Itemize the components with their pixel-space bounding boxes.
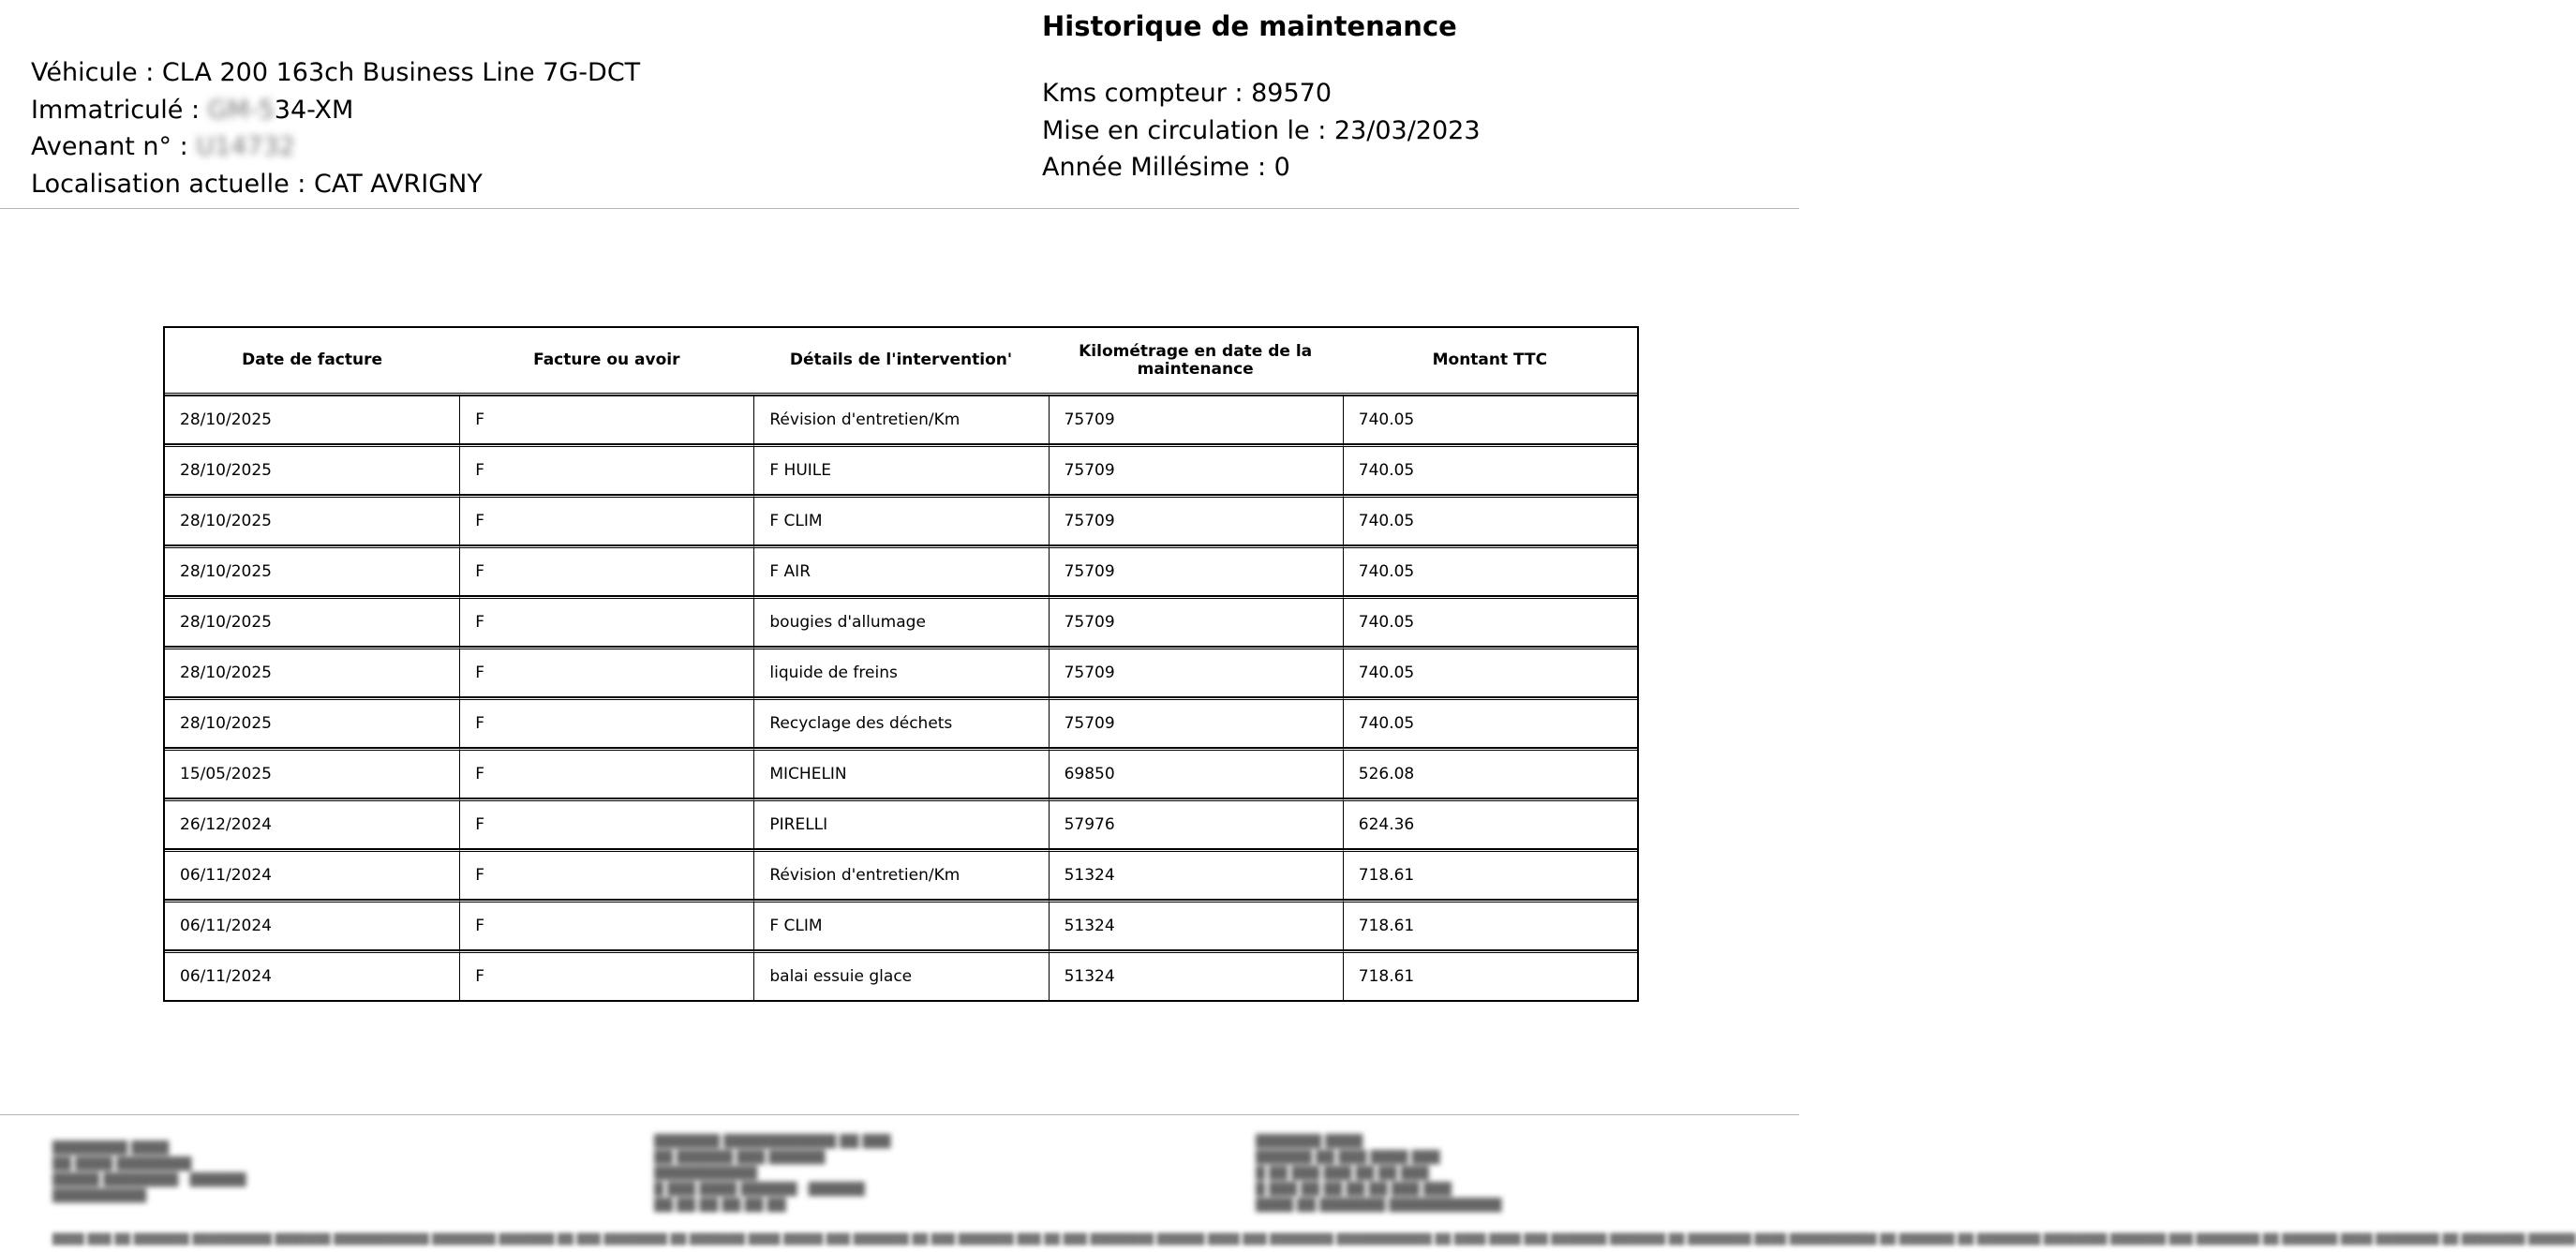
column-header-amount: Montant TTC — [1343, 328, 1637, 395]
cell-amount: 740.05 — [1343, 596, 1637, 647]
cell-intervention-details: Recyclage des déchets — [753, 697, 1048, 748]
cell-invoice-type: F — [459, 697, 753, 748]
cell-invoice-type: F — [459, 748, 753, 798]
cell-invoice-type: F — [459, 647, 753, 697]
cell-intervention-details: Révision d'entretien/Km — [753, 849, 1048, 900]
cell-amount: 740.05 — [1343, 395, 1637, 444]
cell-amount: 740.05 — [1343, 444, 1637, 495]
cell-invoice-date: 15/05/2025 — [165, 748, 459, 798]
table-row — [165, 697, 1637, 748]
cell-invoice-date: 06/11/2024 — [165, 950, 459, 1000]
cell-amount: 740.05 — [1343, 697, 1637, 748]
cell-mileage: 75709 — [1049, 647, 1343, 697]
cell-mileage: 75709 — [1049, 545, 1343, 596]
cell-intervention-details: MICHELIN — [753, 748, 1048, 798]
odometer-line: Kms compteur : 89570 — [1042, 79, 1333, 108]
footer-divider — [0, 1114, 1799, 1115]
cell-intervention-details: F AIR — [753, 545, 1048, 596]
table-row — [165, 545, 1637, 596]
cell-invoice-type: F — [459, 495, 753, 545]
cell-invoice-date: 26/12/2024 — [165, 798, 459, 849]
cell-invoice-type: F — [459, 395, 753, 444]
registration-date-line: Mise en circulation le : 23/03/2023 — [1042, 115, 1481, 145]
cell-mileage: 75709 — [1049, 395, 1343, 444]
table-row — [165, 950, 1637, 1000]
table-row — [165, 798, 1637, 849]
cell-mileage: 69850 — [1049, 748, 1343, 798]
model-year-line: Année Millésime : 0 — [1042, 153, 1290, 182]
cell-amount: 740.05 — [1343, 545, 1637, 596]
cell-intervention-details: F CLIM — [753, 900, 1048, 950]
registration-line — [31, 92, 640, 129]
cell-invoice-type: F — [459, 900, 753, 950]
table-row — [165, 748, 1637, 798]
column-header-invoice-date: Date de facture — [165, 328, 459, 395]
page-title: Historique de maintenance — [1042, 10, 1457, 42]
cell-intervention-details: bougies d'allumage — [753, 596, 1048, 647]
cell-invoice-type: F — [459, 849, 753, 900]
amendment-label: Avenant n° : — [31, 132, 197, 161]
cell-intervention-details: F CLIM — [753, 495, 1048, 545]
cell-invoice-date: 28/10/2025 — [165, 395, 459, 444]
cell-amount: 740.05 — [1343, 647, 1637, 697]
cell-mileage: 75709 — [1049, 495, 1343, 545]
cell-invoice-date: 28/10/2025 — [165, 545, 459, 596]
cell-invoice-date: 06/11/2024 — [165, 849, 459, 900]
registration-visible: 34-XM — [274, 95, 354, 125]
table-row — [165, 647, 1637, 697]
cell-amount: 718.61 — [1343, 849, 1637, 900]
location-line: Localisation actuelle : CAT AVRIGNY — [31, 169, 483, 199]
footer-address-block-redacted: ████████ ████ ██ ████ ████████ █████ ████████ · ██████ ██████████ — [52, 1141, 246, 1203]
cell-invoice-date: 28/10/2025 — [165, 596, 459, 647]
column-header-mileage: Kilométrage en date de la maintenance — [1049, 328, 1343, 395]
column-header-invoice-type: Facture ou avoir — [459, 328, 753, 395]
cell-invoice-date: 28/10/2025 — [165, 697, 459, 748]
cell-invoice-date: 28/10/2025 — [165, 444, 459, 495]
cell-intervention-details: liquide de freins — [753, 647, 1048, 697]
header-divider — [0, 208, 1799, 209]
cell-invoice-date: 28/10/2025 — [165, 647, 459, 697]
cell-invoice-type: F — [459, 444, 753, 495]
cell-mileage: 51324 — [1049, 900, 1343, 950]
table-row — [165, 444, 1637, 495]
table-row — [165, 849, 1637, 900]
cell-mileage: 75709 — [1049, 697, 1343, 748]
cell-mileage: 51324 — [1049, 849, 1343, 900]
cell-intervention-details: Révision d'entretien/Km — [753, 395, 1048, 444]
cell-amount: 526.08 — [1343, 748, 1637, 798]
table-row — [165, 495, 1637, 545]
cell-mileage: 57976 — [1049, 798, 1343, 849]
cell-invoice-type: F — [459, 596, 753, 647]
column-header-intervention-details: Détails de l'intervention' — [753, 328, 1048, 395]
footer-contact-block-redacted: ███████ ████ ██████ ██ ███ ████ ███ █ ██ ███ ███ ██ ██ ███ █ ███ ██ ██ ██ ██ ███ ███ ████ ██ ███████ ████████████ — [1256, 1135, 1502, 1213]
maintenance-table — [163, 326, 1639, 1002]
cell-invoice-type: F — [459, 798, 753, 849]
vehicle-info — [31, 54, 640, 202]
cell-amount: 740.05 — [1343, 495, 1637, 545]
cell-invoice-type: F — [459, 545, 753, 596]
cell-mileage: 51324 — [1049, 950, 1343, 1000]
report-info — [1042, 75, 1481, 186]
cell-intervention-details: PIRELLI — [753, 798, 1048, 849]
cell-intervention-details: F HUILE — [753, 444, 1048, 495]
amendment-line — [31, 128, 640, 166]
cell-mileage: 75709 — [1049, 444, 1343, 495]
footer-legal-note-redacted: ████ ███ ██ ███████ ██████████ ███████ ████████████ ████████ ███████ ██ ███ ████████ ██ ███████ ████ █████ ███ ███████ ██ ███ ███████ ███ ██ ███ ████████ ██████ ████ ███ ████████ ████████████ ██ ████ ████ ███ ███████ ███████ ██ ████████ ████ ███████████ ██ ███████ ██ ████████ ████████ ███████ ███ ████████ ██ ███████ ████ ████████ ██ ████████ ██████ — [52, 1233, 2576, 1246]
cell-invoice-date: 28/10/2025 — [165, 495, 459, 545]
table-header-row — [165, 328, 1637, 395]
cell-invoice-date: 06/11/2024 — [165, 900, 459, 950]
cell-amount: 718.61 — [1343, 900, 1637, 950]
cell-invoice-type: F — [459, 950, 753, 1000]
cell-amount: 718.61 — [1343, 950, 1637, 1000]
registration-label: Immatriculé : — [31, 95, 208, 125]
cell-intervention-details: balai essuie glace — [753, 950, 1048, 1000]
table-row — [165, 395, 1637, 444]
cell-mileage: 75709 — [1049, 596, 1343, 647]
footer-company-block-redacted: ███████ ████████████ ██ ███ ██ ██████ ███ ██████ ███████████ █ ███ ████ ██████ · ██████ ██ ██ ██ ██ ██ ██ — [654, 1135, 891, 1213]
cell-amount: 624.36 — [1343, 798, 1637, 849]
amendment-redacted: U14732 — [196, 132, 295, 161]
table-row — [165, 596, 1637, 647]
vehicle-line: Véhicule : CLA 200 163ch Business Line 7G-DCT — [31, 58, 641, 87]
table-row — [165, 900, 1637, 950]
registration-redacted: GM-5 — [207, 95, 275, 125]
